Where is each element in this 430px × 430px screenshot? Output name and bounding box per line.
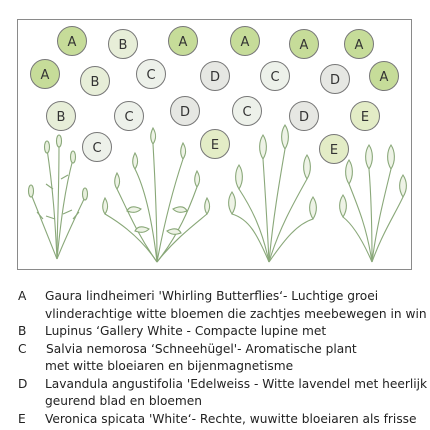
circle-label: C — [146, 68, 156, 83]
circle-label: D — [179, 105, 191, 120]
legend-key: A — [18, 289, 27, 303]
circle-label: E — [360, 110, 370, 125]
legend-key: E — [18, 411, 26, 426]
plant-circle-c — [83, 133, 112, 162]
plant-circle-a — [169, 27, 198, 56]
circle-label: D — [209, 70, 221, 85]
legend-text-continued: met witte bloeiaren en bijenmagnetisme — [45, 359, 294, 373]
plant-circle-e — [201, 130, 230, 159]
legend-text: Lupinus ‘Gallery White - Compacte lupine met — [45, 324, 327, 338]
legend-text: Gaura lindheimeri 'Whirling Butterflies‘- Luchtige groei — [45, 289, 379, 303]
plant-circle-e — [320, 135, 349, 164]
circle-label: E — [210, 138, 220, 153]
plant-circle-b — [47, 102, 76, 131]
circle-label: C — [242, 105, 252, 120]
plant-circle-c — [233, 97, 262, 126]
circle-label: A — [67, 35, 77, 50]
legend-key: D — [18, 376, 28, 391]
plant-circle-d — [201, 62, 230, 91]
circle-label: A — [240, 35, 250, 50]
plant-circle-a — [370, 62, 399, 91]
plant-circle-b — [81, 67, 110, 96]
legend-item-b — [18, 323, 430, 341]
circle-label: C — [92, 141, 102, 156]
legend-item-a — [18, 288, 430, 323]
plant-circle-a — [290, 30, 319, 59]
legend-text: Lavandula angustifolia 'Edelweiss - Witte lavendel met heerlijk — [45, 376, 428, 391]
circle-label: A — [354, 38, 364, 53]
plant-circle-b — [109, 30, 138, 59]
legend-item-e — [18, 411, 430, 429]
circle-label: D — [298, 110, 310, 125]
circle-label: E — [329, 143, 339, 158]
plant-legend — [18, 288, 430, 428]
plant-circle-a — [231, 27, 260, 56]
plant-circle-e — [351, 102, 380, 131]
plant-circle-a — [345, 30, 374, 59]
plant-circle-c — [115, 102, 144, 131]
legend-text-continued: geurend blad en bloemen — [45, 394, 203, 408]
plant-circle-d — [171, 97, 200, 126]
plant-circle-a — [58, 27, 87, 56]
plant-circle-d — [321, 65, 350, 94]
legend-key: B — [18, 324, 27, 338]
legend-item-c — [18, 341, 430, 376]
circle-label: C — [270, 70, 280, 85]
circle-label: A — [178, 35, 188, 50]
legend-text-continued: vlinderachtige witte bloemen die zachtjes meebewegen in win — [45, 306, 427, 321]
circle-label: B — [118, 38, 128, 53]
circle-label: A — [299, 38, 309, 53]
circle-label: A — [379, 70, 389, 85]
circle-label: B — [90, 75, 100, 90]
legend-text: Veronica spicata 'White‘- Rechte, wuwitte bloeiaren als frisse — [45, 411, 417, 426]
planting-plan — [17, 19, 412, 270]
circle-label: A — [40, 68, 50, 83]
plant-circle-d — [290, 102, 319, 131]
plant-circle-c — [137, 60, 166, 89]
circle-label: C — [124, 110, 134, 125]
plant-circle-a — [31, 60, 60, 89]
circle-label: B — [56, 110, 66, 125]
plant-circle-c — [261, 62, 290, 91]
circle-label: D — [329, 73, 341, 88]
legend-key: C — [18, 341, 27, 356]
legend-item-d — [18, 376, 430, 411]
legend-text: Salvia nemorosa ‘Schneehügel'- Aromatische plant — [46, 341, 357, 356]
